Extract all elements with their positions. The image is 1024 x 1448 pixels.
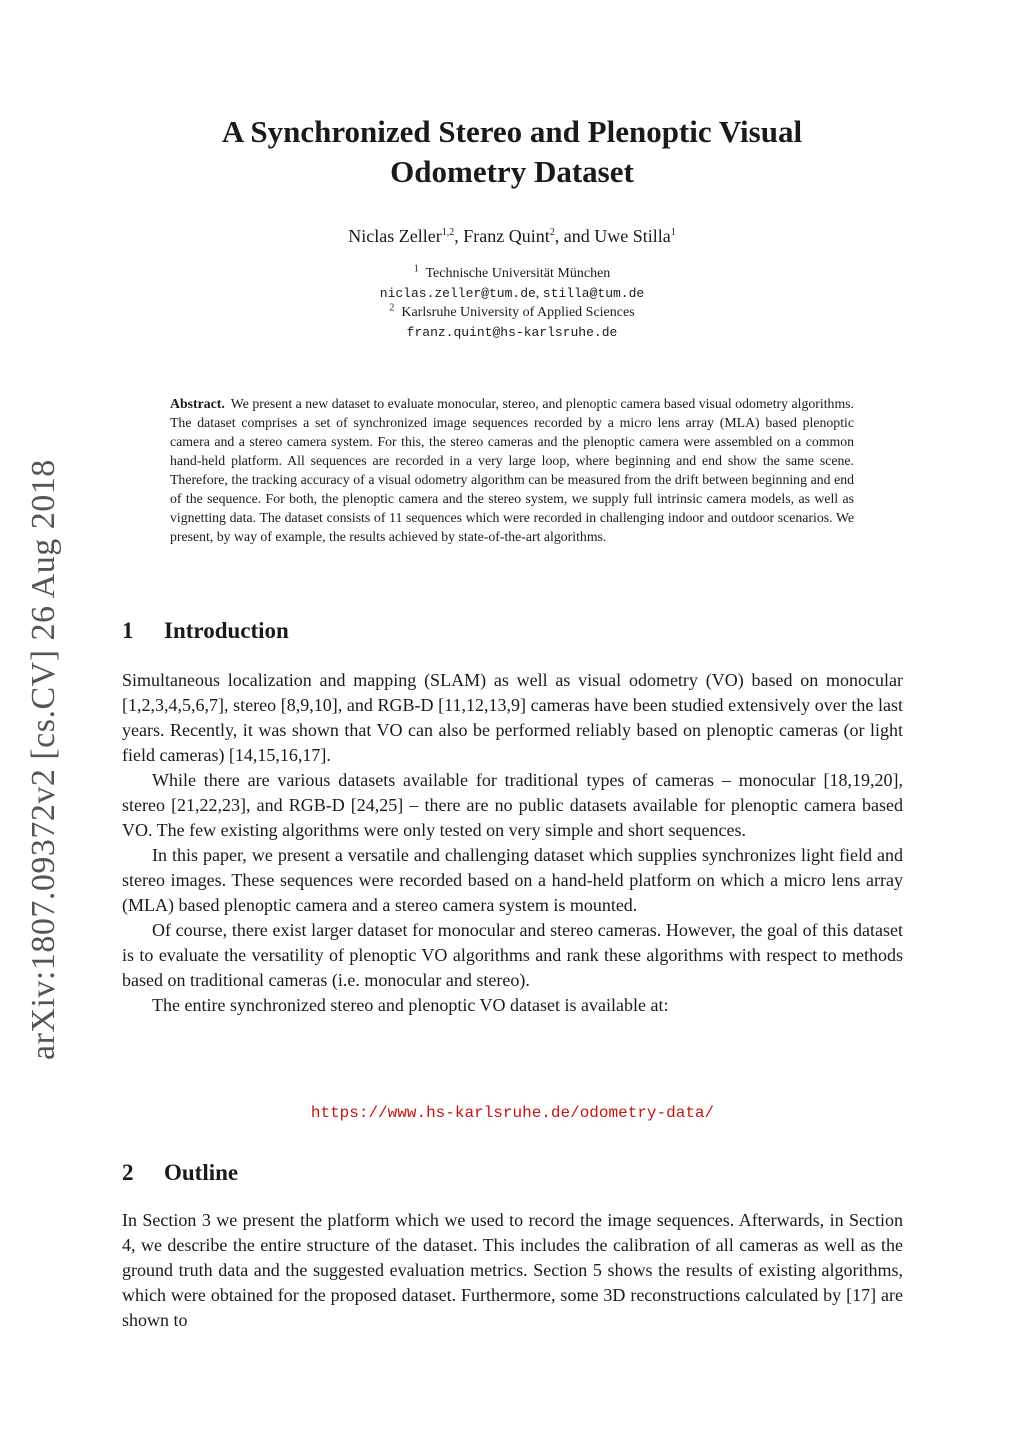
affiliation-1-name: Technische Universität München — [425, 266, 611, 281]
abstract — [170, 394, 854, 546]
section-1-number: 1 — [122, 618, 134, 643]
author-2: , Franz Quint — [454, 226, 550, 246]
intro-paragraph-3: In this paper, we present a versatile and challenging dataset which supplies synchronizes light field and stereo images. These sequences were recorded based on a hand-held platform on which a micro lens array (MLA) based plenoptic camera and a stereo camera system is mounted. — [122, 845, 903, 915]
outline-paragraph-1: In Section 3 we present the platform which we used to record the image sequences. Afterwards, in Section 4, we describe the entire structure of the dataset. This includes the calibration of all cameras as well as the ground truth data and the suggested evaluation metrics. Section 5 shows the results of existing algorithms, which were obtained for the proposed dataset. Furthermore, some 3D reconstructions calculated by [17] are shown to — [122, 1210, 903, 1330]
email-stilla[interactable]: stilla@tum.de — [542, 285, 645, 301]
intro-paragraph-5: The entire synchronized stereo and plenoptic VO dataset is available at: — [152, 995, 669, 1015]
intro-paragraph-1: Simultaneous localization and mapping (SLAM) as well as visual odometry (VO) based on monocular [1,2,3,4,5,6,7], stereo [8,9,10], and RGB-D [11,12,13,9] cameras have been studied extensively over the last years. Recently, it was shown that VO can also be performed reliably based on plenoptic cameras (or light field cameras) [14,15,16,17]. — [122, 670, 903, 765]
section-1-body — [122, 668, 903, 1018]
dataset-url-link[interactable]: https://www.hs-karlsruhe.de/odometry-data/ — [310, 1104, 715, 1122]
affiliation-2 — [130, 303, 894, 323]
section-1-heading — [122, 618, 289, 644]
paper-title — [130, 112, 894, 192]
author-3: , and Uwe Stilla — [554, 226, 671, 246]
intro-paragraph-4: Of course, there exist larger dataset for monocular and stereo cameras. However, the goal of this dataset is to evaluate the versatility of plenoptic VO algorithms and rank these algorithms with respect to methods based on traditional cameras (i.e. monocular and stereo). — [122, 920, 903, 990]
affiliation-2-mark: 2 — [389, 302, 395, 314]
affiliation-2-name: Karlsruhe University of Applied Sciences — [401, 305, 635, 320]
email-niclas[interactable]: niclas.zeller@tum.de — [379, 285, 536, 301]
affiliations — [130, 264, 894, 342]
title-line-1: A Synchronized Stereo and Plenoptic Visual — [221, 114, 803, 149]
abstract-label: Abstract. — [170, 396, 225, 411]
affiliation-1-emails — [130, 284, 894, 304]
abstract-text: We present a new dataset to evaluate monocular, stereo, and plenoptic camera based visual odometry algorithms. The dataset comprises a set of synchronized image sequences recorded by a micro lens array (MLA) based plenoptic camera and a stereo camera system. For this, the stereo cameras and the plenoptic camera were assembled on a common hand-held platform. All sequences are recorded in a very large loop, where beginning and end show the same scene. Therefore, the tracking accuracy of a visual odometry algorithm can be measured from the drift between beginning and end of the sequence. For both, the plenoptic camera and the stereo system, we supply full intrinsic camera models, as well as vignetting data. The dataset consists of 11 sequences which were recorded in challenging indoor and outdoor scenarios. We present, by way of example, the results achieved by state-of-the-art algorithms. — [170, 396, 854, 544]
affiliation-2-email — [130, 323, 894, 343]
email-quint[interactable]: franz.quint@hs-karlsruhe.de — [406, 324, 618, 340]
affiliation-1 — [130, 264, 894, 284]
intro-paragraph-2: While there are various datasets available for traditional types of cameras – monocular [18,19,20], stereo [21,22,23], and RGB-D [24,25] – there are no public datasets available for plenoptic camera based VO. The few existing algorithms were only tested on very simple and short sequences. — [122, 770, 903, 840]
affiliation-1-mark: 1 — [413, 263, 419, 275]
section-2-body — [122, 1208, 903, 1333]
arxiv-watermark: arXiv:1807.09372v2 [cs.CV] 26 Aug 2018 — [25, 459, 62, 1060]
author-3-affil-mark: 1 — [670, 227, 676, 238]
section-2-number: 2 — [122, 1160, 134, 1185]
title-line-2: Odometry Dataset — [390, 154, 634, 189]
author-2-affil-mark: 2 — [549, 227, 555, 238]
author-1-affil-mark: 1,2 — [441, 227, 455, 238]
section-2-heading — [122, 1160, 238, 1186]
email-separator: , — [535, 285, 543, 301]
section-1-title: Introduction — [164, 618, 289, 643]
author-list — [130, 226, 894, 247]
author-1: Niclas Zeller — [348, 226, 442, 246]
section-2-title: Outline — [164, 1160, 239, 1185]
